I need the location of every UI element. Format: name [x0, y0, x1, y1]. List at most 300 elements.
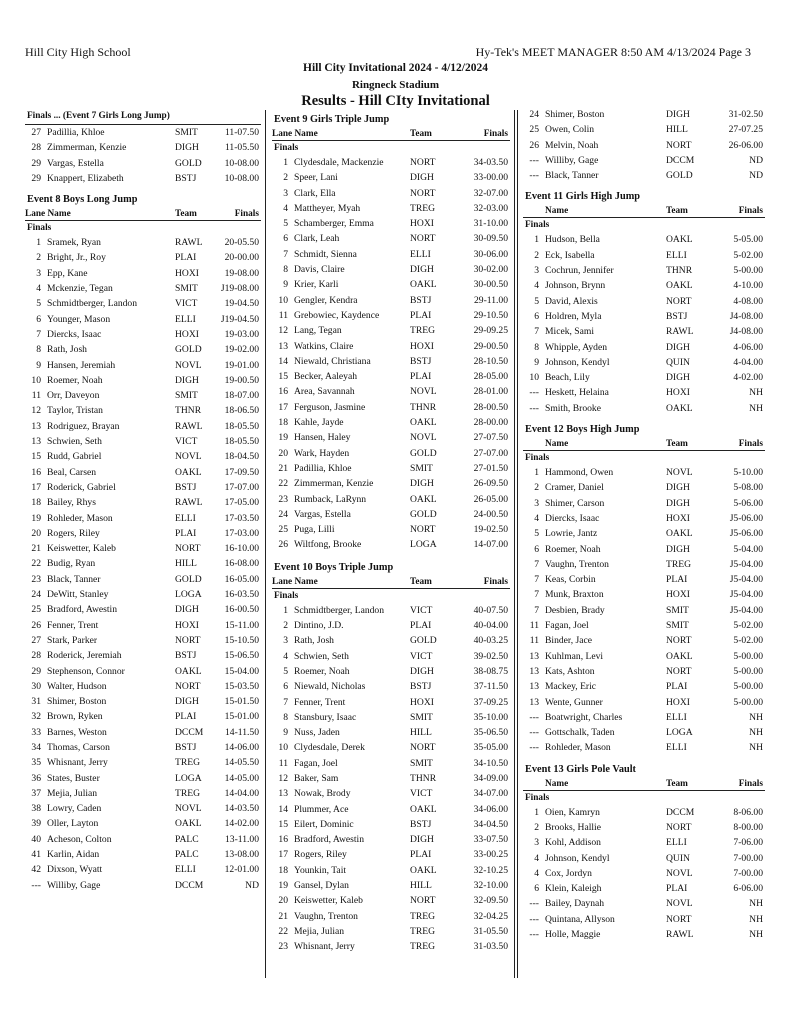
result-row — [523, 633, 765, 648]
result-row — [523, 401, 765, 416]
result-row — [25, 296, 261, 311]
place: 12 — [31, 405, 41, 417]
place: 3 — [283, 635, 288, 647]
team-code: ELLI — [175, 864, 196, 876]
place: 32 — [31, 711, 41, 723]
mark: 13-08.00 — [224, 849, 259, 861]
place: 6 — [283, 681, 288, 693]
place: 3 — [36, 267, 41, 279]
team-code: DCCM — [666, 806, 695, 818]
finals-subheader: Finals — [525, 453, 550, 464]
header-school: Hill City High School — [25, 45, 131, 59]
team-code: TREG — [410, 202, 436, 214]
mark: 39-02.50 — [473, 650, 508, 662]
result-row — [25, 140, 261, 155]
place: 7 — [283, 696, 288, 708]
athlete-name: Roemer, Noah — [545, 543, 601, 555]
result-row — [272, 847, 510, 862]
result-row — [523, 232, 765, 247]
athlete-name: Cramer, Daniel — [545, 482, 604, 494]
result-row — [523, 168, 765, 183]
place: 4 — [534, 512, 539, 524]
result-row — [523, 248, 765, 263]
result-row — [523, 465, 765, 480]
event-title: Finals ... (Event 7 Girls Long Jump) — [25, 108, 261, 125]
place: 25 — [529, 124, 539, 136]
result-row — [272, 308, 510, 323]
result-row — [25, 281, 261, 296]
athlete-name: Ferguson, Jasmine — [294, 401, 366, 413]
athlete-name: Schwien, Seth — [294, 650, 349, 662]
result-row — [272, 618, 510, 633]
team-code: HOXI — [410, 340, 434, 352]
athlete-name: Desbien, Brady — [545, 604, 605, 616]
results-title: Results - Hill CIty Invitational — [301, 93, 490, 109]
place: 4 — [534, 867, 539, 879]
result-row — [25, 250, 261, 265]
mark: 19-01.00 — [224, 359, 259, 371]
mark: 33-00.00 — [473, 172, 508, 184]
team-code: PLAI — [410, 371, 432, 383]
athlete-name: Hammond, Owen — [545, 467, 614, 479]
result-row — [272, 771, 510, 786]
athlete-name: Schwien, Seth — [47, 436, 102, 448]
team-code: HOXI — [666, 512, 690, 524]
athlete-name: Kuhlman, Levi — [545, 650, 604, 662]
result-row — [25, 541, 261, 556]
team-code: DIGH — [175, 604, 199, 616]
team-code: LOGA — [410, 539, 437, 551]
result-row — [523, 664, 765, 679]
place: 2 — [534, 821, 539, 833]
athlete-name: Johnson, Brynn — [545, 280, 606, 292]
place: 37 — [31, 787, 41, 799]
result-row — [25, 235, 261, 250]
athlete-name: Cox, Jordyn — [545, 867, 592, 879]
header-software: Hy-Tek's MEET MANAGER 8:50 AM 4/13/2024 Page 3 — [475, 45, 751, 59]
team-code: RAWL — [666, 326, 694, 338]
result-row — [523, 138, 765, 153]
team-code: TREG — [175, 787, 201, 799]
mark: 34-03.50 — [473, 157, 508, 168]
athlete-name: Schmidtberger, Landon — [294, 604, 385, 616]
team-code: HILL — [410, 727, 432, 739]
result-row — [523, 710, 765, 725]
team-code: NOVL — [410, 386, 437, 398]
athlete-name: Johnson, Kendyl — [545, 356, 610, 368]
mark: ND — [749, 154, 763, 166]
mark: 33-00.25 — [473, 849, 508, 861]
place: 9 — [283, 727, 288, 739]
team-code: VICT — [410, 604, 433, 616]
team-code: NORT — [666, 913, 692, 925]
header-name: Lane Name — [25, 209, 71, 220]
result-row — [25, 403, 261, 418]
team-code: DIGH — [410, 665, 434, 677]
team-code: DCCM — [175, 879, 204, 891]
team-code: VICT — [410, 788, 433, 800]
place: 9 — [36, 359, 41, 371]
place: --- — [529, 402, 539, 414]
mark: 40-07.50 — [473, 604, 508, 616]
team-code: THNR — [666, 265, 693, 277]
mark: 27-07.50 — [473, 432, 508, 444]
team-code: OAKL — [666, 650, 693, 662]
place: 6 — [534, 543, 539, 555]
team-code: OAKL — [410, 864, 437, 876]
athlete-name: Vaughn, Trenton — [545, 558, 609, 570]
mark: 30-09.50 — [473, 233, 508, 245]
team-code: NORT — [410, 524, 436, 536]
result-row — [272, 354, 510, 369]
athlete-name: Mejia, Julian — [294, 925, 345, 937]
team-code: NORT — [666, 139, 692, 151]
athlete-name: Roemer, Noah — [294, 665, 350, 677]
mark: 28-10.50 — [473, 355, 508, 367]
header-finals: Finals — [483, 129, 508, 139]
team-code: QUIN — [666, 356, 690, 368]
result-row — [25, 327, 261, 342]
mark: J4-08.00 — [729, 326, 763, 338]
result-row — [523, 107, 765, 122]
result-row — [523, 835, 765, 850]
result-row — [272, 384, 510, 399]
mark: 18-06.50 — [224, 405, 259, 417]
mark: 5-00.00 — [733, 265, 763, 277]
athlete-name: Hansen, Jeremiah — [47, 359, 116, 371]
header-team: Team — [175, 209, 197, 220]
place: 8 — [283, 264, 288, 276]
place: --- — [529, 711, 539, 723]
place: --- — [529, 727, 539, 739]
team-code: DIGH — [175, 374, 199, 386]
column-header-row — [523, 205, 765, 218]
mark: NH — [749, 727, 763, 739]
team-code: SMIT — [175, 283, 198, 295]
team-code: HOXI — [175, 328, 199, 340]
place: 1 — [283, 604, 288, 616]
team-code: THNR — [175, 405, 202, 417]
result-row — [25, 618, 261, 633]
place: 39 — [31, 818, 41, 830]
team-code: BSTJ — [666, 310, 688, 322]
result-row — [272, 170, 510, 185]
mark: 11-07.50 — [224, 127, 259, 138]
place: 8 — [283, 711, 288, 723]
team-code: TREG — [410, 325, 436, 337]
place: 16 — [278, 834, 288, 846]
place: 13 — [529, 696, 539, 708]
mark: NH — [749, 929, 763, 941]
place: 27 — [31, 127, 41, 138]
mark: J5-04.00 — [729, 589, 763, 601]
result-row — [523, 480, 765, 495]
place: 24 — [278, 508, 288, 520]
athlete-name: Niewald, Christiana — [294, 355, 371, 367]
athlete-name: Shimer, Boston — [545, 109, 605, 120]
athlete-name: Stephenson, Connor — [47, 665, 125, 677]
athlete-name: Clark, Ella — [294, 187, 336, 199]
result-row — [25, 725, 261, 740]
place: 1 — [534, 806, 539, 818]
team-code: OAKL — [666, 234, 693, 246]
place: 19 — [278, 432, 288, 444]
event-title: Event 11 Girls High Jump — [525, 191, 641, 203]
place: --- — [529, 913, 539, 925]
result-row — [25, 419, 261, 434]
place: 3 — [283, 187, 288, 199]
result-row — [272, 909, 510, 924]
place: 33 — [31, 726, 41, 738]
result-row — [25, 312, 261, 327]
athlete-name: Cochrun, Jennifer — [545, 265, 614, 277]
place: 13 — [529, 665, 539, 677]
result-row — [25, 771, 261, 786]
athlete-name: Thomas, Carson — [47, 741, 110, 753]
athlete-name: Vaughn, Trenton — [294, 910, 358, 922]
result-row — [25, 556, 261, 571]
result-row — [25, 266, 261, 281]
mark: 7-06.00 — [733, 837, 763, 849]
place: 7 — [534, 326, 539, 338]
result-row — [25, 388, 261, 403]
team-code: SMIT — [175, 390, 198, 402]
mark: 17-03.50 — [224, 512, 259, 524]
athlete-name: Keiswetter, Kaleb — [47, 543, 116, 555]
place: 16 — [278, 386, 288, 398]
place: 10 — [529, 372, 539, 384]
athlete-name: Wente, Gunner — [545, 696, 603, 708]
place: 1 — [36, 237, 41, 249]
mark: 30-06.00 — [473, 248, 508, 260]
result-row — [523, 572, 765, 587]
mark: 34-06.00 — [473, 803, 508, 815]
result-row — [25, 587, 261, 602]
athlete-name: Whipple, Ayden — [545, 341, 607, 353]
place: 5 — [283, 665, 288, 677]
mark: 29-00.50 — [473, 340, 508, 352]
team-code: GOLD — [175, 157, 202, 169]
place: 6 — [534, 883, 539, 895]
column-header-row — [272, 128, 510, 141]
result-row — [25, 526, 261, 541]
team-code: DIGH — [666, 109, 690, 120]
athlete-name: Hudson, Bella — [545, 234, 600, 246]
header-finals: Finals — [234, 209, 259, 220]
athlete-name: Epp, Kane — [47, 267, 88, 279]
place: 9 — [283, 279, 288, 291]
place: 7 — [534, 589, 539, 601]
team-code: QUIN — [666, 852, 690, 864]
team-code: DIGH — [666, 341, 690, 353]
team-code: RAWL — [175, 237, 203, 249]
mark: 7-00.00 — [733, 867, 763, 879]
place: 28 — [31, 142, 41, 154]
team-code: GOLD — [175, 344, 202, 356]
team-code: NOVL — [175, 803, 202, 815]
place: 22 — [278, 478, 288, 490]
mark: 40-03.25 — [473, 635, 508, 647]
result-row — [25, 740, 261, 755]
team-code: PLAI — [175, 527, 197, 539]
result-row — [523, 263, 765, 278]
mark: 28-05.00 — [473, 371, 508, 383]
header-name: Name — [545, 206, 569, 217]
athlete-name: Zimmerman, Kenzie — [47, 142, 127, 154]
result-row — [523, 511, 765, 526]
column-1 — [25, 108, 261, 893]
place: 23 — [31, 573, 41, 585]
mark: 20-05.50 — [224, 237, 259, 249]
athlete-name: Mackey, Eric — [545, 681, 597, 693]
athlete-name: Beal, Carsen — [47, 466, 97, 478]
place: 3 — [534, 837, 539, 849]
mark: 26-06.00 — [728, 139, 763, 151]
mark: 6-06.00 — [733, 883, 763, 895]
athlete-name: Diercks, Isaac — [47, 328, 102, 340]
result-row — [25, 495, 261, 510]
place: 18 — [31, 497, 41, 509]
place: 13 — [278, 340, 288, 352]
result-row — [272, 817, 510, 832]
place: 3 — [534, 265, 539, 277]
team-code: TREG — [666, 558, 692, 570]
team-code: GOLD — [666, 170, 693, 182]
result-row — [25, 125, 261, 140]
team-code: NOVL — [175, 451, 202, 463]
team-code: SMIT — [410, 462, 433, 474]
athlete-name: Oller, Layton — [47, 818, 99, 830]
mark: 14-04.00 — [224, 787, 259, 799]
mark: 19-04.50 — [224, 298, 259, 310]
athlete-name: Bailey, Rhys — [47, 497, 96, 509]
team-code: ELLI — [666, 249, 687, 261]
mark: 14-11.50 — [224, 726, 259, 738]
place: 20 — [278, 895, 288, 907]
mark: 15-03.50 — [224, 680, 259, 692]
place: 1 — [534, 467, 539, 479]
result-row — [272, 293, 510, 308]
team-code: ELLI — [666, 711, 687, 723]
athlete-name: Oien, Kamryn — [545, 806, 600, 818]
result-row — [25, 156, 261, 171]
mark: 11-05.50 — [224, 142, 259, 154]
team-code: PLAI — [410, 309, 432, 321]
mark: 17-09.50 — [224, 466, 259, 478]
place: 20 — [278, 447, 288, 459]
mark: 14-03.50 — [224, 803, 259, 815]
result-row — [523, 820, 765, 835]
mark: 15-10.50 — [224, 634, 259, 646]
place: 26 — [529, 139, 539, 151]
result-row — [523, 587, 765, 602]
result-row — [272, 339, 510, 354]
team-code: NORT — [410, 187, 436, 199]
result-row — [25, 679, 261, 694]
athlete-name: Area, Savannah — [294, 386, 355, 398]
team-code: HOXI — [410, 218, 434, 230]
team-code: BSTJ — [175, 172, 197, 184]
header-team: Team — [666, 439, 688, 450]
result-row — [523, 679, 765, 694]
team-code: ELLI — [175, 313, 196, 325]
result-row — [523, 805, 765, 820]
team-code: NORT — [666, 295, 692, 307]
result-row — [272, 695, 510, 710]
team-code: HOXI — [666, 387, 690, 399]
mark: 16-08.00 — [224, 558, 259, 570]
athlete-name: States, Buster — [47, 772, 100, 784]
place: 30 — [31, 680, 41, 692]
team-code: PLAI — [666, 883, 688, 895]
athlete-name: Stark, Parker — [47, 634, 98, 646]
athlete-name: David, Alexis — [545, 295, 598, 307]
team-code: TREG — [410, 910, 436, 922]
team-code: OAKL — [175, 665, 202, 677]
team-code: GOLD — [410, 447, 437, 459]
team-code: PLAI — [175, 711, 197, 723]
team-code: RAWL — [666, 929, 694, 941]
place: 16 — [31, 466, 41, 478]
mark: 26-09.50 — [473, 478, 508, 490]
result-row — [272, 216, 510, 231]
athlete-name: Niewald, Nicholas — [294, 681, 366, 693]
mark: 28-00.00 — [473, 417, 508, 429]
team-code: SMIT — [410, 757, 433, 769]
athlete-name: Black, Tanner — [545, 170, 599, 182]
result-row — [272, 476, 510, 491]
mark: 30-02.00 — [473, 264, 508, 276]
result-row — [272, 725, 510, 740]
mark: 14-02.00 — [224, 818, 259, 830]
mark: 27-07.00 — [473, 447, 508, 459]
mark: 15-01.50 — [224, 696, 259, 708]
athlete-name: Nowak, Brody — [294, 788, 351, 800]
team-code: NORT — [410, 895, 436, 907]
team-code: BSTJ — [175, 481, 197, 493]
header-team: Team — [666, 206, 688, 217]
mark: 8-06.00 — [733, 806, 763, 818]
result-row — [523, 542, 765, 557]
mark: 16-05.00 — [224, 573, 259, 585]
mark: 34-04.50 — [473, 818, 508, 830]
team-code: TREG — [410, 941, 436, 953]
team-code: LOGA — [175, 772, 202, 784]
mark: 27-07.25 — [728, 124, 763, 136]
team-code: SMIT — [666, 604, 689, 616]
place: 24 — [31, 589, 41, 601]
mark: 31-05.50 — [473, 925, 508, 937]
team-code: OAKL — [410, 803, 437, 815]
column-2 — [272, 112, 510, 955]
mark: 28-00.50 — [473, 401, 508, 413]
place: 5 — [534, 528, 539, 540]
place: --- — [529, 898, 539, 910]
mark: 37-09.25 — [473, 696, 508, 708]
result-row — [523, 912, 765, 927]
mark: 13-11.00 — [224, 833, 259, 845]
mark: NH — [749, 402, 763, 414]
result-row — [272, 277, 510, 292]
result-row — [272, 415, 510, 430]
mark: 32-07.00 — [473, 187, 508, 199]
athlete-name: Keas, Corbin — [545, 574, 596, 586]
result-row — [523, 896, 765, 911]
result-row — [272, 446, 510, 461]
athlete-name: Boatwright, Charles — [545, 711, 623, 723]
mark: 15-04.00 — [224, 665, 259, 677]
athlete-name: Bailey, Daynah — [545, 898, 605, 910]
